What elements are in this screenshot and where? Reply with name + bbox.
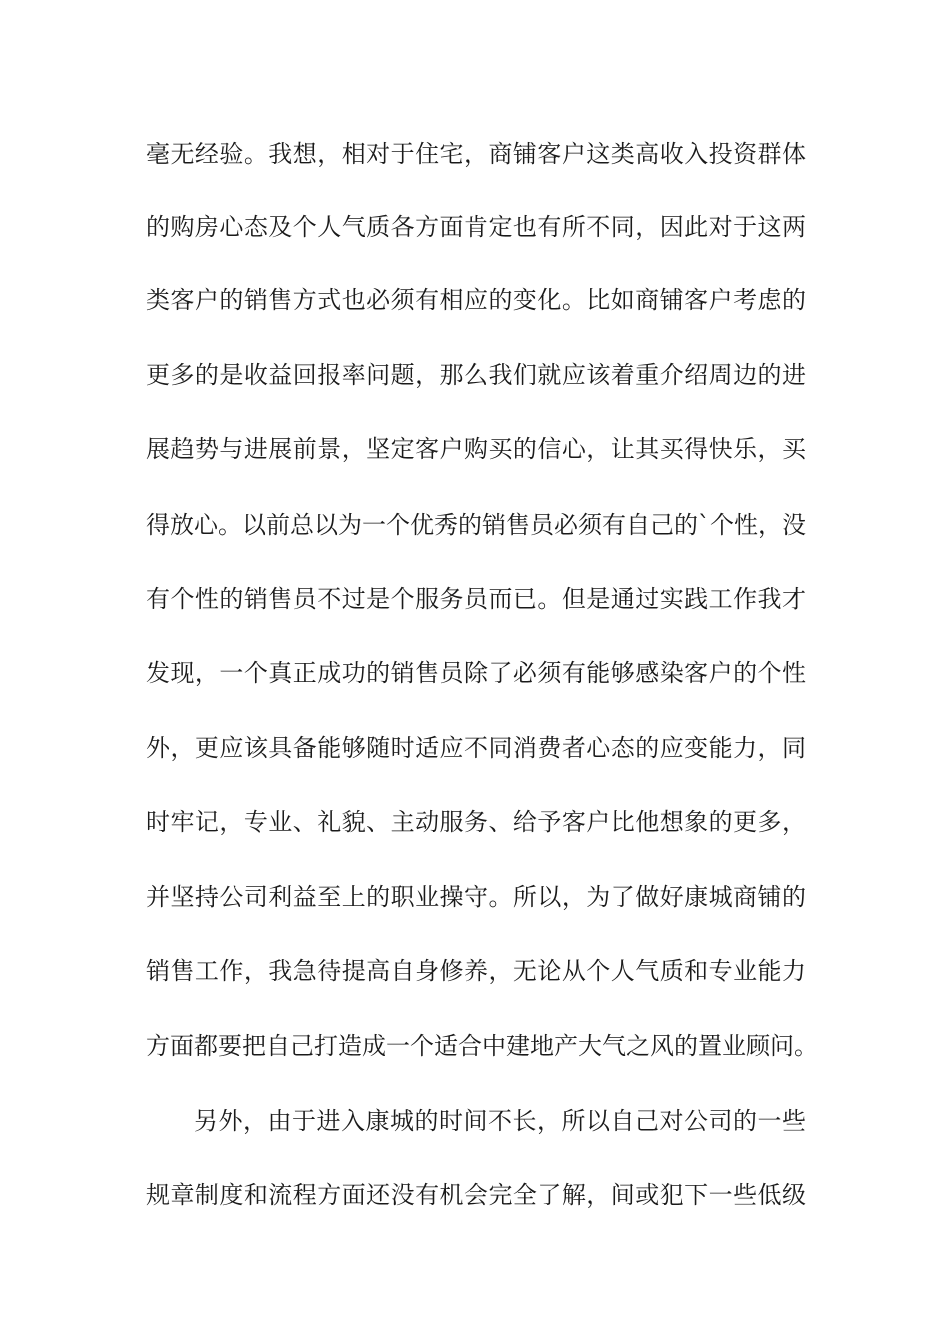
paragraph-line: 方面都要把自己打造成一个适合中建地产大气之风的置业顾问。 [146, 1032, 818, 1060]
paragraph-line: 得放心。以前总以为一个优秀的销售员必须有自己的`个性，没 [146, 511, 806, 539]
paragraph-line: 另外，由于进入康城的时间不长，所以自己对公司的一些 [194, 1107, 806, 1135]
paragraph-line: 有个性的销售员不过是个服务员而已。但是通过实践工作我才 [146, 585, 806, 613]
paragraph-line: 销售工作，我急待提高自身修养，无论从个人气质和专业能力 [146, 957, 806, 985]
paragraph-line: 类客户的销售方式也必须有相应的变化。比如商铺客户考虑的 [146, 286, 806, 314]
paragraph-line: 外，更应该具备能够随时适应不同消费者心态的应变能力，同 [146, 734, 806, 762]
paragraph-line: 时牢记，专业、礼貌、主动服务、给予客户比他想象的更多， [146, 808, 806, 836]
paragraph-line: 毫无经验。我想，相对于住宅，商铺客户这类高收入投资群体 [146, 140, 806, 168]
paragraph-line: 并坚持公司利益至上的职业操守。所以，为了做好康城商铺的 [146, 883, 806, 911]
paragraph-line: 发现，一个真正成功的销售员除了必须有能够感染客户的个性 [146, 659, 806, 687]
paragraph-line: 的购房心态及个人气质各方面肯定也有所不同，因此对于这两 [146, 213, 806, 241]
paragraph-line: 更多的是收益回报率问题，那么我们就应该着重介绍周边的进 [146, 361, 806, 389]
paragraph-line: 规章制度和流程方面还没有机会完全了解，间或犯下一些低级 [146, 1181, 806, 1209]
paragraph-line: 展趋势与进展前景，坚定客户购买的信心，让其买得快乐，买 [146, 435, 806, 463]
